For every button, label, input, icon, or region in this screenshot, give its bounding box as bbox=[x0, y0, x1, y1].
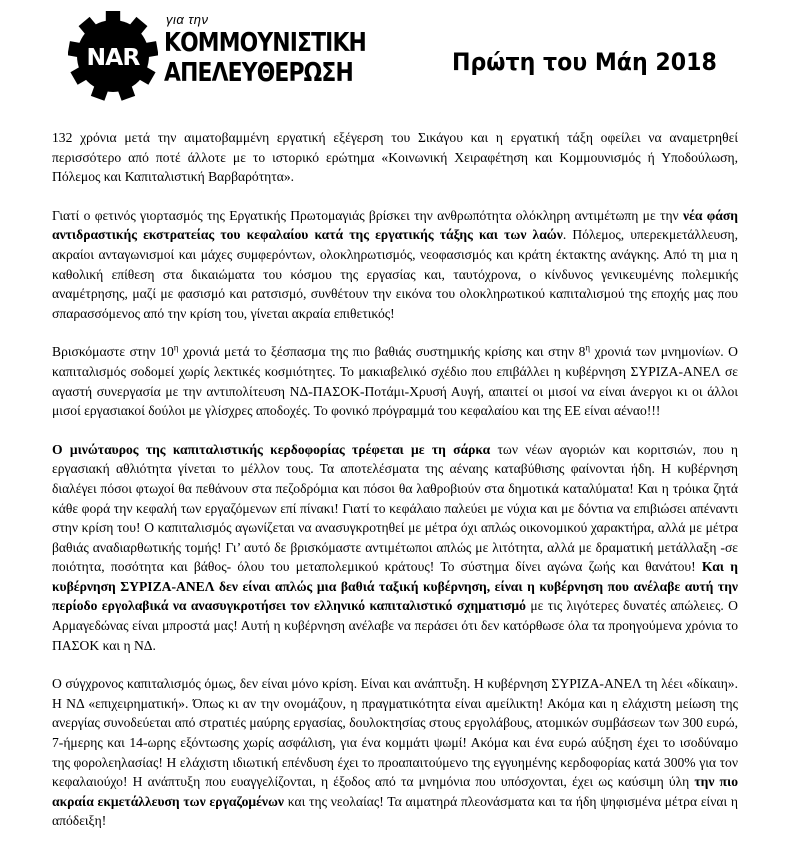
logo-small-text: για την bbox=[166, 12, 209, 27]
bold-text: Και η κυβέρνηση ΣΥΡΙΖΑ-ΑΝΕΛ δεν είναι απλώς μια βαθιά ταξική κυβέρνηση, είναι η κυβέρνηση που ανέλαβε αυτή την περίοδο εργολαβικά να ανασυγκροτήσει τον ελληνικό καπιταλιστικό σχηματισμό bbox=[52, 559, 738, 614]
logo-line-1: ΚΟΜΜΟΥΝΙΣΤΙΚΗ bbox=[164, 28, 366, 58]
superscript: η bbox=[585, 342, 591, 353]
text-run: 132 χρόνια μετά την αιματοβαμμένη εργατική εξέγερση του Σικάγου και η εργατική τάξη οφείλει να αναμετρηθεί περισσότερο από ποτέ άλλοτε με το ιστορικό ερώτημα «Κοινωνική Χειραφέτηση και Κομμουνισμός ή Υποδούλωση, Πόλεμος και Καπιταλιστική Βαρβαρότητα». bbox=[52, 130, 738, 185]
text-run: . Πόλεμος, υπερεκμετάλλευση, ακραίοι ανταγωνισμοί και μάχες συμφερόντων, ολοκληρωτισμός, νεοφασισμός και κράτη έκτακτης ανάγκης. Από τη μια η καθολική επίθεση στα δικαιώματα του κόσμου της εργασίας και, ταυτόχρονα, ο κίνδυνος γενικευμένης πολεμικής αναμέτρησης, μαζί με φασισμό και ρατσισμό, συνθέτουν την εικόνα του ολοκληρωτικού καπιταλισμού της εποχής μας που σπαρασσόμενος από την κρίση του, γίνεται ακραία επιθετικός! bbox=[52, 227, 738, 321]
document-body bbox=[52, 128, 738, 850]
logo-line-2: ΑΠΕΛΕΥΘΕΡΩΣΗ bbox=[164, 58, 353, 88]
bold-text: την πιο ακραία εκμετάλλευση των εργαζομένων bbox=[52, 774, 738, 809]
paragraph-3 bbox=[52, 342, 738, 420]
paragraph-2 bbox=[52, 206, 738, 324]
text-run: Ο σύγχρονος καπιταλισμός όμως, δεν είναι μόνο κρίση. Είναι και ανάπτυξη. Η κυβέρνηση ΣΥΡΙΖΑ-ΑΝΕΛ τη λέει «δίκαιη». Η ΝΔ «επιχειρηματική». Όπως κι αν την ονομάζουν, η πραγματικότητα είναι αμείλικτη! Ακόμα και η ελάχιστη μείωση της ανεργίας συνοδεύεται από στρατιές μαύρης εργασίας, δουλοκτησίας στους εργολάβους, ατομικών συμβάσεων των 300 ευρώ, 7-ήμερης και 14-ωρης εξόντωσης χωρίς ασφάλιση, για ένα κομμάτι ψωμί! Ακόμα και ένα ευρώ αύξηση έχει το ισοδύναμο της φορολεηλασίας! Η ελάχιστη ιδιωτική επένδυση έχει το προαπαιτούμενο της εγγυημένης κερδοφορίας κατά 300% για τον κεφαλαιούχο! Η ανάπτυξη που ευαγγελίζονται, η έξοδος από τα μνημόνια που υπόσχονται, έχει ως καύσιμη ύλη bbox=[52, 676, 738, 790]
logo-badge-text: NAR bbox=[86, 43, 140, 71]
page-header bbox=[0, 0, 790, 110]
text-run: και της νεολαίας! Τα αιματηρά πλεονάσματα και τα ήδη ψηφισμένα μέτρα είναι η απόδειξη! bbox=[52, 793, 738, 829]
text-run: με τις λιγότερες δυνατές απώλειες. Ο Αρμαγεδώνας είναι μπροστά μας! Αυτή η κυβέρνηση ανέλαβε να περάσει ότι δεν κατόρθωσε όλα τα προηγούμενα χρόνια το ΠΑΣΟΚ και η ΝΔ. bbox=[52, 598, 738, 653]
text-run: χρονιά των μνημονίων. Ο καπιταλισμός σοδομεί χωρίς λεκτικές κοσμιότητες. Το μακιαβελικό σχέδιο που επιβάλλει η κυβέρνηση ΣΥΡΙΖΑ-ΑΝΕΛ σε αγαστή συνεργασία με την αντιπολίτευση ΝΔ-ΠΑΣΟΚ-Ποτάμι-Χρυσή Αυγή, απαιτεί οι μισοί να είναι άνεργοι κι οι άλλοι μισοί εργασιακοί δούλοι με γλίσχρες αποδοχές. Το φονικό πρόγραμμά του κεφαλαίου και της ΕΕ είναι αέναο!!! bbox=[52, 344, 738, 419]
superscript: η bbox=[173, 342, 179, 353]
text-run: χρονιά μετά το ξέσπασμα της πιο βαθιάς συστημικής κρίσης και στην 8 bbox=[178, 344, 586, 360]
text-run: των νέων αγοριών και κοριτσιών, που η εργασιακή αθλιότητα γίνεται το μέλλον τους. Τα αποτελέσματα της αέναης καταβύθισης φαίνονται ήδη. Η κυβέρνηση διαλέγει πόσοι φτωχοί θα πεθάνουν στα πεζοδρόμια και πόσοι θα λαθροβιούν στα δημοτικά καταλύματα! Και η τρόικα ζητά κάθε φορά την κεφαλή των εργαζόμενων επί πίνακι! Γιατί το κεφάλαιο παλεύει με νύχια και με δόντια να επιβιώσει απέναντι στην κρίση του! Ο καπιταλισμός αγωνίζεται να ανασυγκροτηθεί με μέτρα όχι απλώς οικονομικού χαρακτήρα, αλλά με μέτρα βαθιάς αναδιαρθωτικής τομής! Γι’ αυτό δε βρισκόμαστε αντιμέτωποι απλώς με λιτότητα, αλλά με δραματική μετάλλαξη -σε ποιότητα, ποσότητα και βάθος- όλου του μεταπολεμικού κράτους! Το σύστημα δίνει αγώνα ζωής και θανάτου! bbox=[52, 441, 738, 575]
text-run: Βρισκόμαστε στην 10 bbox=[52, 344, 174, 360]
paragraph-5 bbox=[52, 674, 738, 831]
bold-text: Ο μινώταυρος της καπιταλιστικής κερδοφορίας τρέφεται με τη σάρκα bbox=[52, 441, 491, 457]
text-run: Γιατί ο φετινός γιορτασμός της Εργατικής Πρωτομαγιάς βρίσκει την ανθρωπότητα ολόκληρη αντιμέτωπη με την bbox=[52, 207, 684, 223]
bold-text: νέα φάση αντιδραστικής εκστρατείας του κεφαλαίου κατά της εργατικής τάξης και των λαών bbox=[52, 207, 738, 243]
page-title: Πρώτη του Μάη 2018 bbox=[452, 48, 717, 76]
paragraph-4 bbox=[52, 440, 738, 656]
nar-gear-logo-icon bbox=[68, 11, 158, 101]
paragraph-1 bbox=[52, 128, 738, 187]
